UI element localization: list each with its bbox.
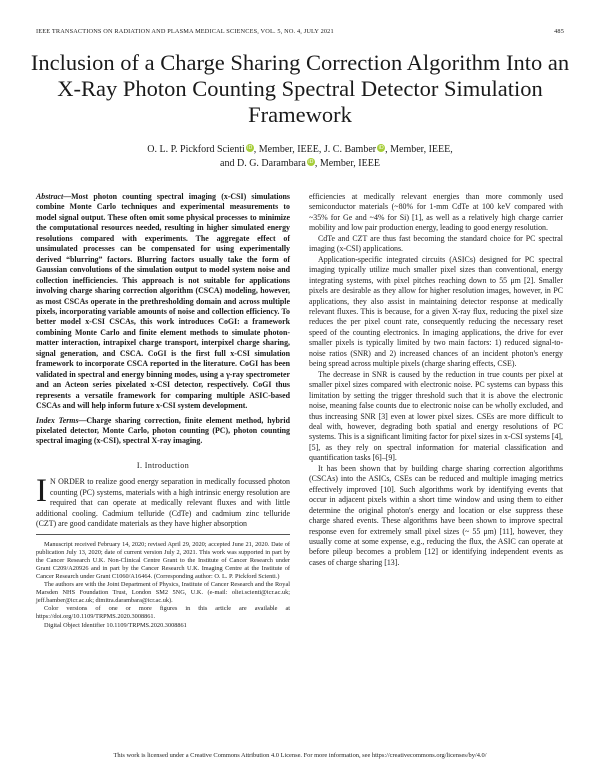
index-terms-text: —Charge sharing correction, finite element method, hybrid pixelated detector, Monte Carlo, photon counting (PC), photon counting spectral imaging (x-CSI), spectral X-ray imaging. [36,415,290,446]
author-2-affil: , Member, IEEE, [385,144,453,155]
author-1-2-text: , Member, IEEE, J. C. Bamber [253,144,377,155]
footnote-affiliation: The authors are with the Joint Department of Physics, Institute of Cancer Research and the Royal Marsden NHS Foundation Trust, London SM2 5NG, U.K. (e-mail: oliei.scienti@icr.ac.uk; jeff.bamber@icr.ac.uk; dimitra.darambara@icr.ac.uk). [36,581,290,605]
author-list [40,143,560,170]
page-number: 485 [554,28,564,35]
right-column [309,192,563,568]
abstract-text: —Most photon counting spectral imaging (x-CSI) simulations combine Monte Carlo techniques and experimental measurements to model signal output. These often omit some physical processes to minimize the computational resources needed, resulting in higher simulated energy resolutions compared with experiments. The aggregate effect of unsimulated processes can be compensated for using experimentally derived “blurring” factors. Blurring factors usually take the form of Gaussian convolutions of the simulation output to model system noise and collection inefficiencies. This approach is not suitable for applications involving charge sharing correction algorithm (CSCA) modeling, however, as most CSCAs operate in the prethresholding domain and across multiple pixels, incorporating variable amounts of noise and collection efficiency. To better model x-CSI CSCAs, this work introduces CoGI: a framework combining Monte Carlo and finite element methods to simulate photon-matter interaction, intrapixel charge transport, interpixel charge sharing, signal generation, and CSCA. CoGI is the first full x-CSI simulation framework to incorporate CSCA reported in the literature. CoGI has been validated in spectral and energy binning modes, using a γ-ray spectrometer and an Acteon series pixelated x-CSI detector, respectively. CoGI thus represents a versatile framework for comparing multiple ASIC-based CSCAs and will help inform future x-CSI system development. [36,192,290,411]
section-heading: I. Introduction [136,460,190,470]
drop-cap: I [36,473,47,510]
paragraph: The decrease in SNR is caused by the reduction in true counts per pixel at smaller pixel sizes compared with electronic noise. PC systems can bypass this limitation by setting the trigger threshold such that it is above the electronic noise, meaning false counts due to electronic noise can be wholly excluded, and thus increasing SNR [3] even at lower pixel sizes. CSEs are more difficult to deal with, however, degrading both spatial and energy resolutions of PC systems. This is a significant limiting factor for pixel sizes in x-CSI systems [4], [5], as they rely on spectral information for material classification and quantification tasks [6]–[9]. [309,369,563,463]
footnote-manuscript: Manuscript received February 14, 2020; revised April 29, 2020; accepted June 21, 2020. Date of publication July 13, 2020; date of current version July 2, 2021. This work was supported in part by the Cancer Research U.K. Non-Clinical Centre Grant to the Institute of Cancer Research under Grant C209/A20926 and in part by the Cancer Research U.K. Imaging Centre at the Institute of Cancer Research under Grant C1060/A16464. (Corresponding author: O. L. P. Pickford Scienti.) [36,540,290,580]
author-3-affil: , Member, IEEE [314,157,380,169]
orcid-icon[interactable]: iD [378,145,384,151]
left-column [36,192,290,630]
orcid-icon[interactable]: iD [308,158,314,165]
author-3-name: and D. G. Darambara [220,157,306,169]
paragraph: Application-specific integrated circuits (ASICs) designed for PC spectral imaging typically utilize much smaller pixel sizes than conventional, energy integrating systems, with pixel pitches reaching down to 55 μm [2]. Smaller pixels are desirable as they allow for higher resolution images, however, in PC applications, they also assist in maintaining detector response at medically relevant fluxes. This is because, for a given X-ray flux, reducing the pixel size reduces the per pixel count rate, consequently reducing the necessary reset speed of the counting electronics. In imaging applications, the drive for ever smaller pixels is typically limited by two main factors: 1) reduced signal-to-noise ratios (SNR) and 2) increased chances of an incident photon's energy being spread across multiple pixels (charge sharing effects, CSE). [309,254,563,369]
intro-text: to realize good energy separation in medically focussed photon counting (PC) systems, materials with a high intrinsic energy resolution are required that can operate at medically relevant fluxes and with little additional cooling. Cadmium telluride (CdTe) and cadmium zinc telluride (CZT) are good candidate materials as they have higher absorption [36,477,290,529]
index-terms [36,416,290,447]
abstract [36,192,290,412]
paper-title: Inclusion of a Charge Sharing Correction Algorithm Into an X-Ray Photon Counting Spectral Detector Simulation Framework [30,50,570,127]
footnote-color[interactable]: Color versions of one or more figures in this article are available at https://doi.org/10.1109/TRPMS.2020.3008861. [36,605,290,621]
introduction [36,473,290,529]
journal-name: IEEE TRANSACTIONS ON RADIATION AND PLASMA MEDICAL SCIENCES, VOL. 5, NO. 4, JULY 2021 [36,28,334,35]
orcid-icon[interactable]: iD [247,145,253,151]
paragraph: CdTe and CZT are thus fast becoming the standard choice for PC spectral imaging (x-CSI) applications. [309,233,563,254]
intro-first-word: N ORDER [50,477,85,487]
author-1-name: O. L. P. Pickford Scienti [147,144,245,155]
license-notice[interactable]: This work is licensed under a Creative Commons Attribution 4.0 License. For more information, see https://creativecommons.org/licenses/by/4.0/ [113,752,487,759]
paragraph: efficiencies at medically relevant energies than more commonly used semiconductor materials (~80% for 1-mm CdTe at 100 keV compared with ~35% for Ge and ~4% for Si) [1], as well as a relatively high charge carrier mobility and low pair production energy, leading to good energy resolution. [309,192,563,233]
footnote-doi: Digital Object Identifier 10.1109/TRPMS.2020.3008861 [44,621,187,629]
footnotes [36,541,290,630]
footnote-divider [36,534,290,535]
paragraph: It has been shown that by building charge sharing correction algorithms (CSCAs) into the ASICs, CSEs can be reduced and multiple imaging metrics effectively improved [10]. Such algorithms work by identifying events that occur in adjacent pixels within a short time window and using them to either determine the original photon's energy and location or else suppress these charge shared events. These algorithms have been shown to improve spectral response even for extremely small pixel sizes (~ 55 μm) [11], however, they usually come at some expense, e.g., reducing the flux, the ASIC can operate at before pileup becomes a problem [12] or identifying independent events as cases of charge sharing [13]. [309,463,563,567]
index-terms-label: Index Terms [36,415,79,425]
abstract-label: Abstract [36,192,64,201]
running-head [36,28,564,38]
